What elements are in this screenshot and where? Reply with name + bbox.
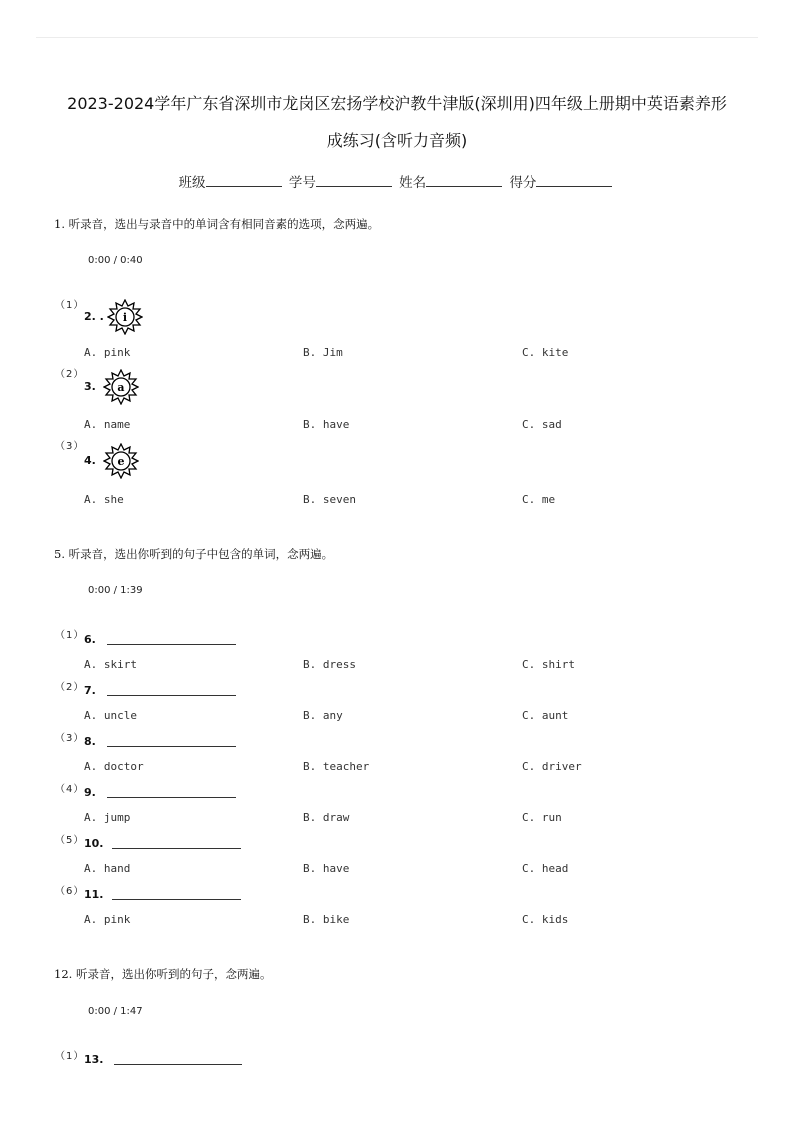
score-label: 得分 — [509, 175, 537, 191]
audio-player-3[interactable]: 0:00 / 1:47 — [88, 1006, 143, 1017]
item-number: 7. — [84, 684, 96, 697]
class-label: 班级 — [178, 175, 206, 191]
answer-blank[interactable] — [107, 644, 236, 645]
student-id-blank[interactable] — [316, 173, 392, 187]
answer-blank[interactable] — [107, 746, 236, 747]
student-info-bar — [0, 171, 794, 191]
name-label: 姓名 — [399, 175, 427, 191]
question-1: 1. 听录音，选出与录音中的单词含有相同音素的选项，念两遍。 — [54, 217, 380, 231]
option-c[interactable]: C. run — [522, 811, 562, 824]
sun-letter-icon — [103, 443, 139, 479]
option-c[interactable]: C. kite — [522, 346, 569, 359]
sub-label: （2） — [55, 369, 85, 380]
option-c[interactable]: C. me — [522, 493, 556, 506]
sub-label: （3） — [55, 733, 85, 744]
item-number: 8. — [84, 735, 96, 748]
option-a[interactable]: A. jump — [84, 811, 131, 824]
option-c[interactable]: C. sad — [522, 418, 562, 431]
sub-label: （2） — [55, 682, 85, 693]
option-a[interactable]: A. pink — [84, 913, 131, 926]
option-c[interactable]: C. shirt — [522, 658, 575, 671]
page-top-divider — [36, 37, 758, 38]
option-b[interactable]: B. have — [303, 418, 350, 431]
item-number: 11. — [84, 888, 104, 901]
item-number: 4. — [84, 454, 96, 467]
class-blank[interactable] — [206, 173, 282, 187]
answer-blank[interactable] — [112, 899, 241, 900]
option-a[interactable]: A. doctor — [84, 760, 144, 773]
item-number: 10. — [84, 837, 104, 850]
sun-letter: a — [117, 381, 125, 394]
sub-label: （6） — [55, 886, 85, 897]
option-a[interactable]: A. uncle — [84, 709, 137, 722]
item-number: 13. — [84, 1053, 104, 1066]
option-a[interactable]: A. she — [84, 493, 124, 506]
page-title-line-2: 成练习(含听力音频) — [326, 131, 468, 150]
sub-label: （3） — [55, 441, 85, 452]
answer-blank[interactable] — [114, 1064, 242, 1065]
item-number: 2. . — [84, 310, 104, 323]
item-number: 6. — [84, 633, 96, 646]
sub-label: （5） — [55, 835, 85, 846]
sun-letter-icon — [107, 299, 143, 335]
answer-blank[interactable] — [112, 848, 241, 849]
name-blank[interactable] — [426, 173, 502, 187]
sub-label: （1） — [55, 1051, 85, 1062]
option-a[interactable]: A. skirt — [84, 658, 137, 671]
option-b[interactable]: B. any — [303, 709, 343, 722]
score-blank[interactable] — [536, 173, 612, 187]
item-number: 3. — [84, 380, 96, 393]
item-number: 9. — [84, 786, 96, 799]
question-12: 12. 听录音，选出你听到的句子，念两遍。 — [54, 967, 272, 981]
sub-label: （1） — [55, 300, 85, 311]
option-c[interactable]: C. head — [522, 862, 569, 875]
option-b[interactable]: B. have — [303, 862, 350, 875]
option-b[interactable]: B. teacher — [303, 760, 370, 773]
option-c[interactable]: C. kids — [522, 913, 569, 926]
option-b[interactable]: B. dress — [303, 658, 356, 671]
option-b[interactable]: B. draw — [303, 811, 350, 824]
answer-blank[interactable] — [107, 695, 236, 696]
audio-player-2[interactable]: 0:00 / 1:39 — [88, 585, 143, 596]
option-a[interactable]: A. pink — [84, 346, 131, 359]
page-title-line-1: 2023-2024学年广东省深圳市龙岗区宏扬学校沪教牛津版(深圳用)四年级上册期中英语素养形 — [67, 94, 727, 113]
option-b[interactable]: B. seven — [303, 493, 356, 506]
option-c[interactable]: C. driver — [522, 760, 582, 773]
audio-player-1[interactable]: 0:00 / 0:40 — [88, 255, 143, 266]
sun-letter: i — [122, 311, 128, 324]
sun-letter-icon — [103, 369, 139, 405]
sub-label: （4） — [55, 784, 85, 795]
option-c[interactable]: C. aunt — [522, 709, 569, 722]
answer-blank[interactable] — [107, 797, 236, 798]
student-id-label: 学号 — [288, 175, 316, 191]
option-b[interactable]: B. bike — [303, 913, 350, 926]
sun-letter: e — [117, 455, 125, 468]
question-5: 5. 听录音，选出你听到的句子中包含的单词，念两遍。 — [54, 547, 334, 561]
option-a[interactable]: A. hand — [84, 862, 131, 875]
option-a[interactable]: A. name — [84, 418, 131, 431]
sub-label: （1） — [55, 630, 85, 641]
option-b[interactable]: B. Jim — [303, 346, 343, 359]
